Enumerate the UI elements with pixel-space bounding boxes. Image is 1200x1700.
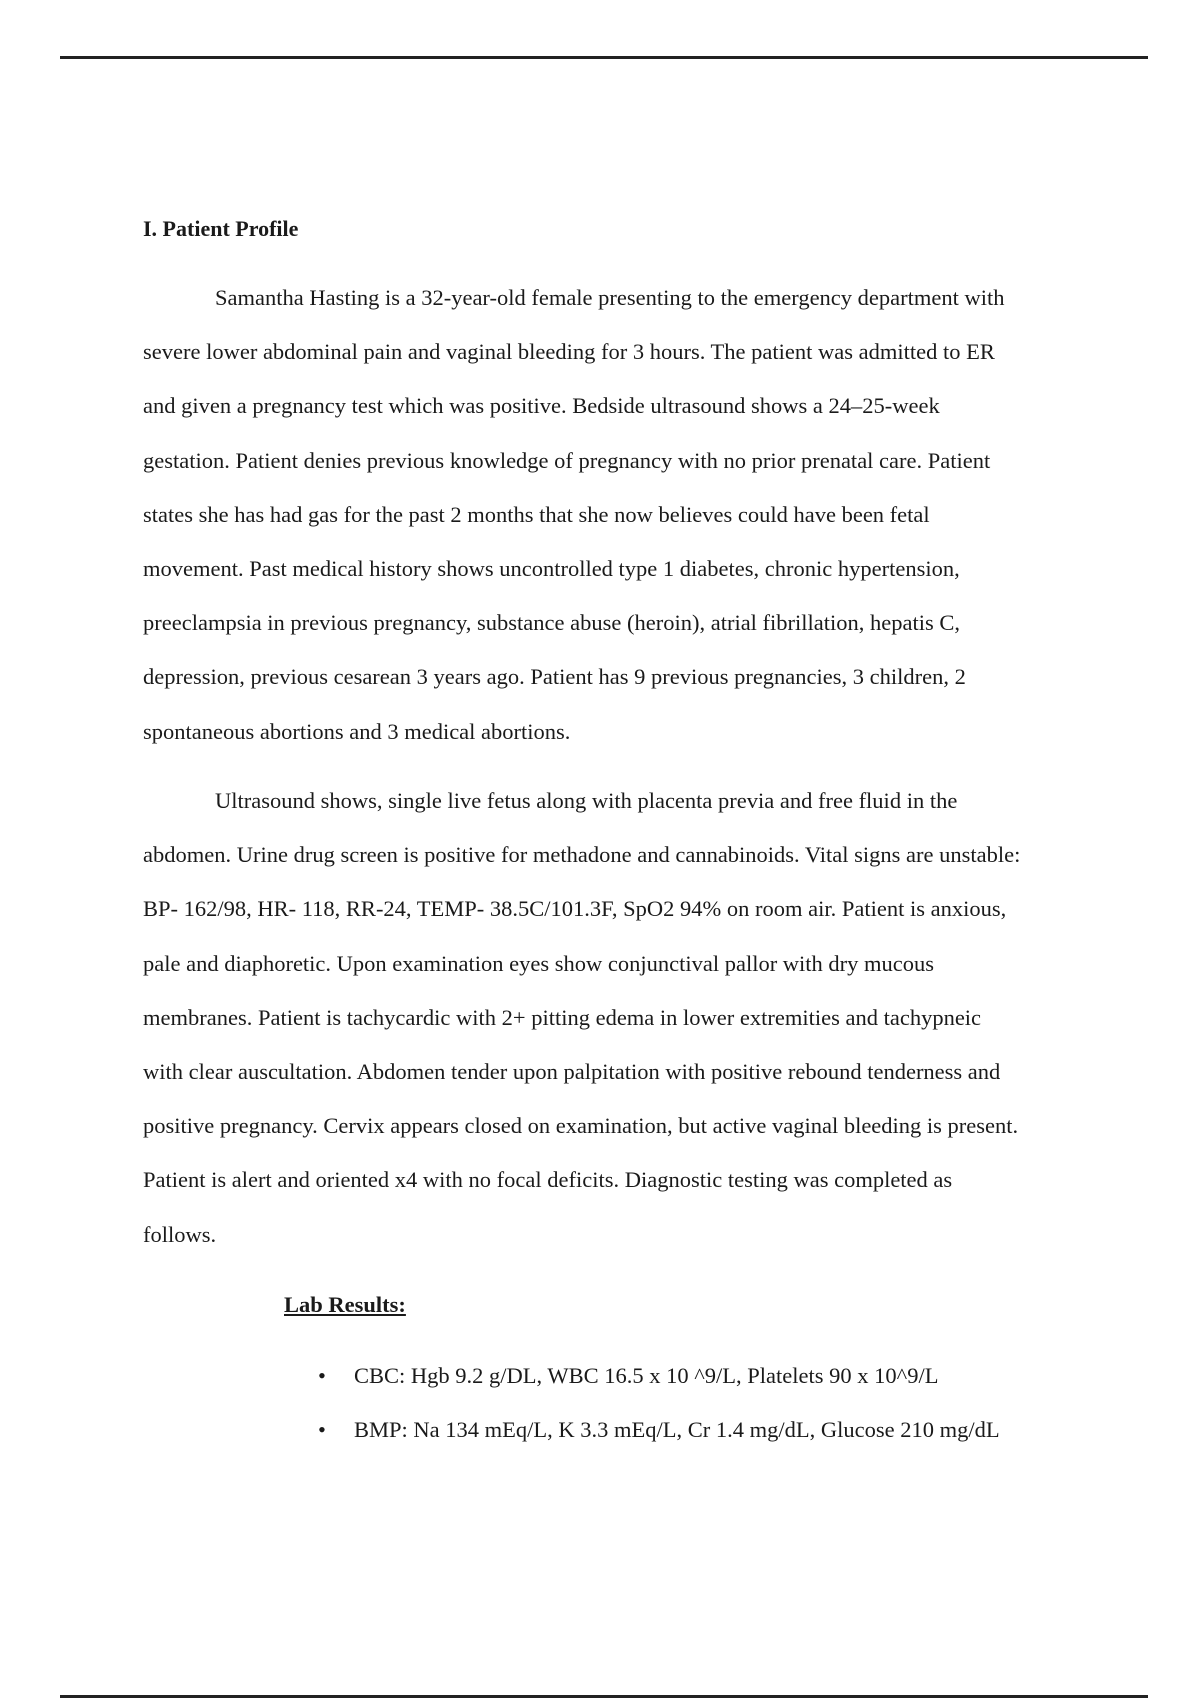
text-line: BP- 162/98, HR- 118, RR-24, TEMP- 38.5C/101.3F, SpO2 94% on room air. Patient is anxious, (143, 896, 1007, 922)
footer-rule (60, 1695, 1148, 1698)
text-line: preeclampsia in previous pregnancy, substance abuse (heroin), atrial fibrillation, hepatis C, (143, 610, 961, 636)
text-line: positive pregnancy. Cervix appears closed on examination, but active vaginal bleeding is present. (143, 1113, 1019, 1139)
text-line: Ultrasound shows, single live fetus along with placenta previa and free fluid in the (215, 788, 958, 813)
text-line: and given a pregnancy test which was positive. Bedside ultrasound shows a 24–25-week (143, 393, 940, 419)
text-line: spontaneous abortions and 3 medical abortions. (143, 718, 571, 744)
text-line: states she has had gas for the past 2 months that she now believes could have been fetal (143, 501, 930, 527)
text-line: depression, previous cesarean 3 years ago. Patient has 9 previous pregnancies, 3 children, 2 (143, 664, 966, 690)
header-rule (60, 56, 1148, 59)
text-line: with clear auscultation. Abdomen tender upon palpitation with positive rebound tenderness and (143, 1059, 1001, 1084)
section-heading: I. Patient Profile (143, 216, 299, 241)
bullet-icon: • (318, 1363, 326, 1388)
text-line: gestation. Patient denies previous knowledge of pregnancy with no prior prenatal care. Patient (143, 447, 991, 473)
text-line: movement. Past medical history shows uncontrolled type 1 diabetes, chronic hypertension, (143, 556, 960, 581)
text-line: pale and diaphoretic. Upon examination eyes show conjunctival pallor with dry mucous (143, 950, 935, 976)
text-line: membranes. Patient is tachycardic with 2+ pitting edema in lower extremities and tachypneic (143, 1004, 982, 1030)
text-line: abdomen. Urine drug screen is positive for methadone and cannabinoids. Vital signs are unstable: (143, 842, 1021, 868)
lab-result-item: CBC: Hgb 9.2 g/DL, WBC 16.5 x 10 ^9/L, Platelets 90 x 10^9/L (354, 1363, 939, 1388)
lab-results-heading: Lab Results: (284, 1292, 406, 1317)
bullet-icon: • (318, 1417, 326, 1443)
text-line: Samantha Hasting is a 32-year-old female presenting to the emergency department with (215, 285, 1005, 310)
lab-result-item: BMP: Na 134 mEq/L, K 3.3 mEq/L, Cr 1.4 mg/dL, Glucose 210 mg/dL (354, 1417, 1000, 1443)
text-line: Patient is alert and oriented x4 with no focal deficits. Diagnostic testing was completed as (143, 1167, 953, 1193)
text-line: follows. (143, 1221, 217, 1247)
text-line: severe lower abdominal pain and vaginal bleeding for 3 hours. The patient was admitted to ER (143, 339, 995, 365)
